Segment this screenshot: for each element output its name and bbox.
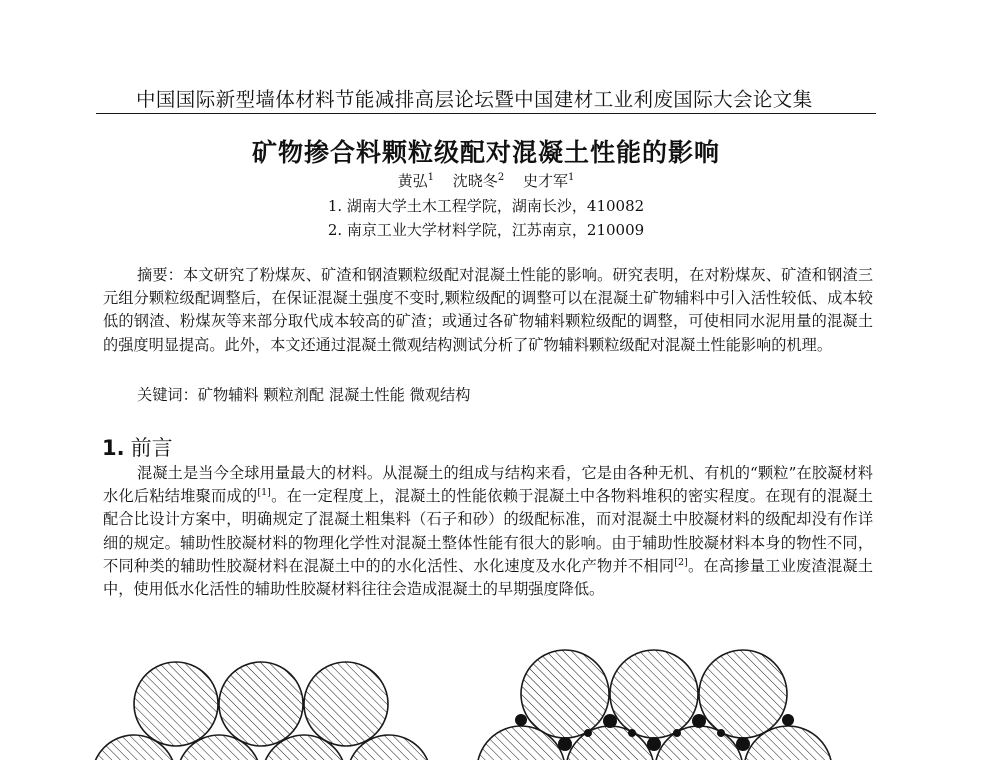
dense-packing-panel [477, 650, 832, 760]
fine-particle [692, 714, 706, 728]
coarse-particle [219, 662, 303, 746]
coarse-particle [610, 650, 698, 738]
fine-particle [584, 729, 592, 737]
coarse-particle [304, 662, 388, 746]
fine-particle [736, 737, 750, 751]
loose-packing-panel [92, 662, 431, 760]
author-affiliation-mark: 1 [567, 172, 575, 183]
citation-marker: [2] [674, 556, 688, 568]
fine-particle [558, 737, 572, 751]
coarse-particle [521, 650, 609, 738]
author-affiliation-mark: 1 [427, 172, 435, 183]
header-rule [96, 113, 876, 114]
coarse-particle [134, 662, 218, 746]
paper-title: 矿物掺合料颗粒级配对混凝土性能的影响 [251, 138, 720, 167]
section-heading [102, 432, 173, 462]
affiliation-1: 1. 湖南大学土木工程学院，湖南长沙，410082 [327, 197, 645, 215]
author-name: 史才军 [522, 172, 568, 190]
coarse-particle [699, 650, 787, 738]
intro-text-part: 。在一定程度上，混凝土的性能依赖于混凝土中各物料堆积的密实程度。在现有的混凝土配合比设计方案中，明确规定了混凝土粗集料（石子和砂）的级配标准，而对混凝土中胶凝材料的级配却没有作详细的规定。辅助性胶凝材料的物理化学性对混凝土整体性能有很大的影响。由于辅助性胶凝材料本身的物性不同，不同种类的辅助性胶凝材料在混凝土中的的水化活性、水化速度及水化产物并不相同 [103, 487, 874, 575]
section-title: 前言 [130, 436, 173, 460]
abstract-paragraph: 摘要：本文研究了粉煤灰、矿渣和钢渣颗粒级配对混凝土性能的影响。研究表明，在对粉煤灰、矿渣和钢渣三元组分颗粒级配调整后，在保证混凝土强度不变时,颗粒级配的调整可以在混凝土矿物辅料中引入活性较低、成本较低的钢渣、粉煤灰等来部分取代成本较高的矿渣；或通过各矿物辅料颗粒级配的调整，可使相同水泥用量的混凝土的强度明显提高。此外，本文还通过混凝土微观结构测试分析了矿物辅料颗粒级配对混凝土性能影响的机理。 [103, 266, 873, 354]
intro-text-part: 混凝土是当今全球用量最大的材料。从混凝土的组成与结构来看，它是由各种无机、有机的“颗粒”在胶凝材料水化后粘结堆聚而成的 [103, 464, 873, 506]
author-line [0, 170, 972, 191]
intro-text-part: 。在高掺量工业废渣混凝土中，使用低水化活性的辅助性胶凝材料往往会造成混凝土的早期强度降低。 [103, 556, 874, 599]
fine-particle [647, 737, 661, 751]
fine-particle [603, 714, 617, 728]
author-affiliation-mark: 2 [497, 172, 505, 183]
affiliation-2: 2. 南京工业大学材料学院，江苏南京，210009 [327, 221, 645, 239]
section-number: 1. [102, 436, 125, 460]
fine-particle [628, 729, 636, 737]
fine-particle [673, 729, 681, 737]
running-header: 中国国际新型墙体材料节能减排高层论坛暨中国建材工业利废国际大会论文集 [136, 88, 813, 111]
fine-particle [717, 729, 725, 737]
citation-marker: [1] [257, 487, 271, 499]
fine-particle [782, 714, 794, 726]
author-name: 沈晓冬 [452, 172, 498, 190]
fine-particle [515, 714, 527, 726]
author-name: 黄弘 [397, 172, 428, 190]
intro-paragraph [103, 462, 873, 601]
keywords-line: 关键词：矿物辅料 颗粒剂配 混凝土性能 微观结构 [137, 386, 471, 404]
particle-packing-figure [0, 640, 1000, 760]
